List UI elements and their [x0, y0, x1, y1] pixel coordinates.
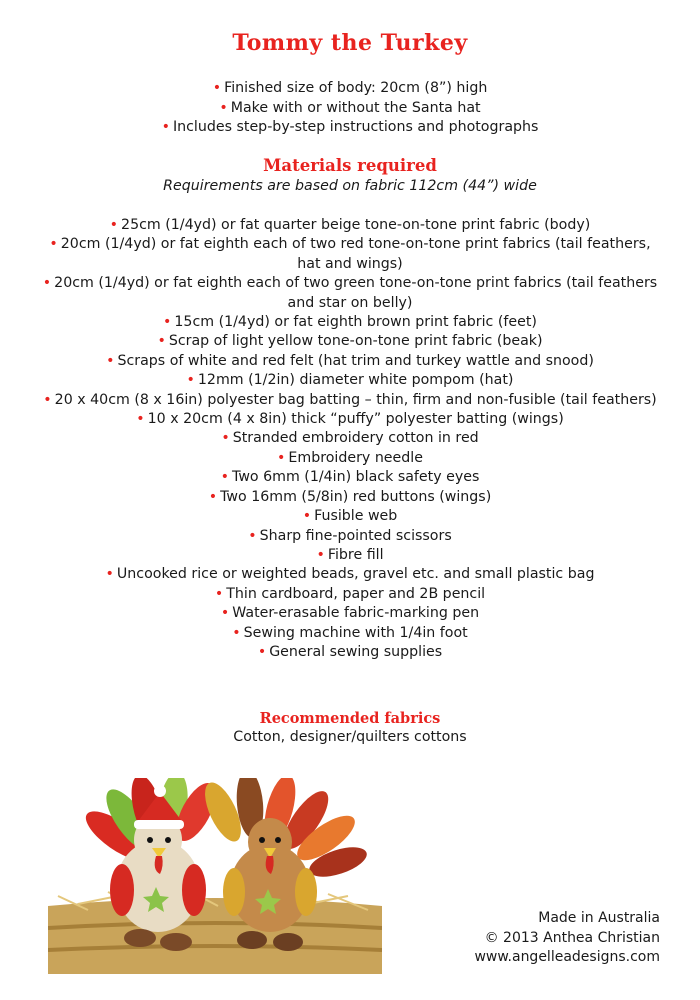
bullet-icon: • — [214, 585, 224, 602]
material-item: • 20cm (1/4yd) or fat eighth each of two green tone-on-tone print fabrics (tail feathers and star on belly) — [42, 275, 658, 311]
intro-item: • Includes step-by-step instructions and photographs — [161, 119, 539, 136]
material-item: • Sharp fine-pointed scissors — [248, 527, 452, 544]
material-item: • Embroidery needle — [277, 449, 423, 466]
material-item: • Two 16mm (5/8in) red buttons (wings) — [208, 488, 492, 505]
straw-basket — [48, 890, 382, 974]
bullet-icon: • — [302, 508, 312, 525]
intro-list — [0, 79, 700, 138]
copyright-text: © 2013 Anthea Christian — [484, 929, 660, 946]
material-item: • General sewing supplies — [257, 643, 443, 660]
bullet-icon: • — [42, 275, 52, 292]
bullet-icon: • — [212, 80, 222, 96]
bullet-icon: • — [157, 333, 166, 350]
material-item: • 15cm (1/4yd) or fat eighth brown print fabric (feet) — [163, 314, 537, 331]
bullet-icon: • — [316, 546, 325, 563]
material-item: • Two 6mm (1/4in) black safety eyes — [220, 469, 480, 486]
recommended-heading: Recommended fabrics — [259, 710, 441, 727]
turkey-photo-illustration — [48, 778, 382, 974]
material-item: • Stranded embroidery cotton in red — [221, 430, 479, 447]
bullet-icon: • — [257, 643, 267, 660]
material-item: • 10 x 20cm (4 x 8in) thick “puffy” polyester batting (wings) — [136, 411, 564, 428]
material-item: • 12mm (1/2in) diameter white pompom (hat) — [186, 372, 514, 389]
material-item: • Fibre fill — [316, 546, 384, 563]
intro-item: • Make with or without the Santa hat — [219, 99, 481, 116]
material-item: • Scrap of light yellow tone-on-tone print fabric (beak) — [157, 333, 543, 350]
materials-subheading: Requirements are based on fabric 112cm (44”) wide — [163, 178, 537, 194]
material-item: • Fusible web — [302, 508, 398, 525]
bullet-icon: • — [109, 217, 119, 233]
bullet-icon: • — [186, 372, 195, 389]
bullet-icon: • — [219, 99, 228, 116]
made-in-text: Made in Australia — [538, 910, 660, 926]
materials-list — [40, 216, 660, 662]
bullet-icon: • — [136, 411, 145, 428]
bullet-icon: • — [232, 624, 241, 641]
bullet-icon: • — [248, 527, 257, 544]
bullet-icon: • — [277, 449, 286, 466]
bullet-icon: • — [208, 488, 218, 505]
bullet-icon: • — [161, 119, 170, 136]
material-item: • Uncooked rice or weighted beads, gravel etc. and small plastic bag — [105, 566, 595, 583]
material-item: • 20 x 40cm (8 x 16in) polyester bag batting – thin, firm and non-fusible (tail feathers) — [43, 391, 657, 408]
bullet-icon: • — [105, 566, 114, 583]
recommended-text: Cotton, designer/quilters cottons — [233, 729, 467, 745]
page-title: Tommy the Turkey — [232, 30, 468, 56]
bullet-icon: • — [163, 314, 172, 331]
material-item: • Water-erasable fabric-marking pen — [220, 605, 480, 622]
material-item: • 25cm (1/4yd) or fat quarter beige tone-on-tone print fabric (body) — [109, 217, 591, 233]
bullet-icon: • — [221, 430, 230, 447]
website-link[interactable]: www.angelleadesigns.com — [474, 949, 660, 965]
material-item: • 20cm (1/4yd) or fat eighth each of two red tone-on-tone print fabrics (tail feathers, hat and wings) — [49, 236, 651, 272]
bullet-icon: • — [106, 352, 115, 369]
bullet-icon: • — [43, 391, 52, 408]
bullet-icon: • — [49, 236, 58, 253]
bullet-icon: • — [220, 469, 230, 486]
material-item: • Scraps of white and red felt (hat trim and turkey wattle and snood) — [106, 352, 594, 369]
material-item: • Thin cardboard, paper and 2B pencil — [214, 585, 486, 602]
intro-item: • Finished size of body: 20cm (8”) high — [212, 80, 488, 96]
materials-heading: Materials required — [263, 156, 437, 175]
turkey-photo — [48, 778, 382, 974]
material-item: • Sewing machine with 1/4in foot — [232, 624, 468, 641]
bullet-icon: • — [220, 605, 230, 622]
credits — [474, 909, 660, 968]
